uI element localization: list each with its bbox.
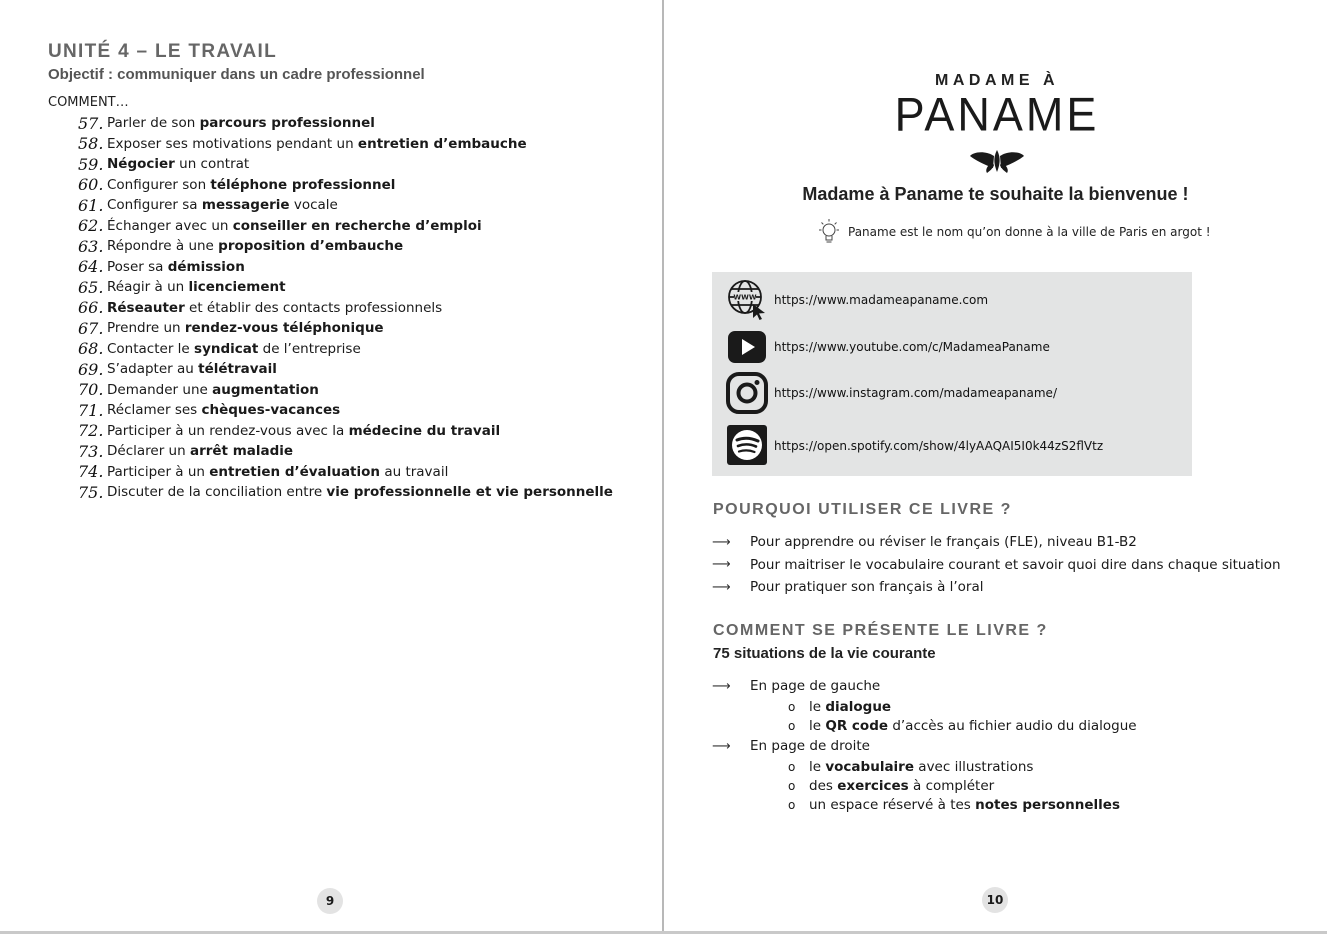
situation-text <box>107 115 375 131</box>
situation-number: 58. <box>78 134 104 154</box>
situation-text-post: de l’entreprise <box>258 340 361 357</box>
bullet-icon: o <box>788 778 796 793</box>
situation-item <box>70 462 613 483</box>
situation-item <box>70 113 613 134</box>
links-box <box>712 272 1192 476</box>
why-item <box>712 576 1281 599</box>
situation-text-post: au travail <box>380 463 449 480</box>
situation-item <box>70 175 613 196</box>
tip-text: Paname est le nom qu’on donne à la ville de Paris en argot ! <box>848 225 1211 239</box>
arrow-icon: ⟶ <box>712 678 729 694</box>
situation-keyword: entretien d’évaluation <box>209 463 381 480</box>
how-sub-item-pre: le <box>809 698 826 715</box>
situation-text-pre: Prendre un <box>107 320 185 337</box>
situation-text <box>107 382 319 398</box>
situation-keyword: chèques-vacances <box>201 402 341 419</box>
situation-text-pre: Participer à un rendez-vous avec la <box>107 422 349 439</box>
situation-number: 59. <box>78 154 104 174</box>
situation-item <box>70 482 613 503</box>
situation-text-pre: Discuter de la conciliation entre <box>107 484 327 501</box>
situation-keyword: télétravail <box>198 361 277 378</box>
bullet-icon: o <box>788 699 796 714</box>
situation-text-pre: Réclamer ses <box>107 402 202 419</box>
why-item-text: Pour apprendre ou réviser le français (FLE), niveau B1-B2 <box>750 534 1137 551</box>
situation-keyword: augmentation <box>212 381 319 398</box>
how-section-label-row <box>712 675 1137 697</box>
how-sub-item-post: d’accès au fichier audio du dialogue <box>888 717 1137 734</box>
how-list <box>712 675 1137 814</box>
situation-number: 64. <box>78 257 104 277</box>
how-section <box>712 735 1137 814</box>
situation-text <box>107 279 286 295</box>
situation-text <box>107 218 482 234</box>
why-item <box>712 554 1281 577</box>
situation-keyword: Réseauter <box>107 299 185 316</box>
how-sub-item-keyword: notes personnelles <box>975 796 1120 813</box>
situation-item <box>70 216 613 237</box>
link-row-website[interactable] <box>726 278 768 320</box>
situation-text <box>107 402 340 418</box>
situation-keyword: arrêt maladie <box>189 443 294 460</box>
situation-text-pre: Demander une <box>107 381 213 398</box>
why-list <box>712 531 1281 599</box>
situation-text <box>107 361 277 377</box>
situation-number: 75. <box>78 482 104 502</box>
arrow-icon: ⟶ <box>712 579 729 595</box>
how-sub-item-text <box>809 778 994 794</box>
why-item-text: Pour pratiquer son français à l’oral <box>750 579 984 596</box>
situation-text-pre: Parler de son <box>107 115 200 132</box>
unit-objective: Objectif : communiquer dans un cadre professionnel <box>48 66 425 83</box>
situation-keyword: vie professionnelle et vie personnelle <box>326 484 613 501</box>
youtube-icon <box>726 326 768 368</box>
situation-item <box>70 277 613 298</box>
how-sub-item-text <box>809 759 1033 775</box>
situation-number: 70. <box>78 380 104 400</box>
how-sub-item-post: avec illustrations <box>914 758 1034 775</box>
how-sub-item-post: à compléter <box>908 777 995 794</box>
how-sub-item <box>712 716 1137 735</box>
situation-item <box>70 339 613 360</box>
how-section <box>712 675 1137 735</box>
unit-title: UNITÉ 4 – LE TRAVAIL <box>48 41 278 62</box>
spotify-icon <box>726 424 768 466</box>
situation-item <box>70 154 613 175</box>
why-item <box>712 531 1281 554</box>
situation-text <box>107 423 500 439</box>
situation-item <box>70 195 613 216</box>
situation-item <box>70 441 613 462</box>
situation-item <box>70 236 613 257</box>
situation-number: 73. <box>78 441 104 461</box>
lightbulb-icon <box>816 218 842 246</box>
situation-text-pre: Participer à un <box>107 463 210 480</box>
situation-number: 62. <box>78 216 104 236</box>
situation-text <box>107 320 384 336</box>
situation-keyword: conseiller en recherche d’emploi <box>232 217 482 234</box>
how-sub-item <box>712 776 1137 795</box>
situation-item <box>70 318 613 339</box>
how-sub-item-pre: le <box>809 717 826 734</box>
how-section-subtitle: 75 situations de la vie courante <box>713 645 936 662</box>
situation-text-post: vocale <box>289 197 338 214</box>
situation-item <box>70 359 613 380</box>
logo-flower-icon <box>967 148 1027 174</box>
situation-text <box>107 341 361 357</box>
situation-text <box>107 177 395 193</box>
situation-text-pre: Configurer son <box>107 176 211 193</box>
situation-text <box>107 156 249 172</box>
svg-text:WWW: WWW <box>733 293 757 302</box>
how-sub-item-keyword: QR code <box>825 717 889 734</box>
how-sub-item-keyword: dialogue <box>825 698 892 715</box>
situation-text-pre: Réagir à un <box>107 279 189 296</box>
situation-item <box>70 380 613 401</box>
link-row-spotify[interactable] <box>726 424 768 466</box>
how-section-label: En page de gauche <box>750 678 881 694</box>
situation-text-pre: S’adapter au <box>107 361 199 378</box>
how-sub-list <box>712 757 1137 814</box>
instagram-link[interactable]: https://www.instagram.com/madameapaname/ <box>774 386 1057 400</box>
globe-www-icon <box>726 278 768 320</box>
situation-text <box>107 259 245 275</box>
madame-a-paname-logo <box>892 72 1102 142</box>
situation-text <box>107 443 293 459</box>
bullet-icon: o <box>788 759 796 774</box>
how-section-label: En page de droite <box>750 738 870 754</box>
situation-item <box>70 134 613 155</box>
how-sub-item <box>712 757 1137 776</box>
situation-item <box>70 257 613 278</box>
how-sub-item-text <box>809 699 891 715</box>
how-section-label-row <box>712 735 1137 757</box>
situations-list <box>70 113 613 503</box>
situation-keyword: démission <box>167 258 245 275</box>
why-section-title: POURQUOI UTILISER CE LIVRE ? <box>713 501 1012 518</box>
situation-text-pre: Contacter le <box>107 340 195 357</box>
situation-text-pre: Répondre à une <box>107 238 219 255</box>
situation-number: 61. <box>78 195 104 215</box>
how-sub-item-pre: un espace réservé à tes <box>809 796 976 813</box>
how-sub-item-text <box>809 797 1120 813</box>
situation-text-pre: Déclarer un <box>107 443 190 460</box>
situation-number: 66. <box>78 298 104 318</box>
right-page <box>664 0 1327 934</box>
situation-text <box>107 300 442 316</box>
why-item-text: Pour maitriser le vocabulaire courant et savoir quoi dire dans chaque situation <box>750 556 1281 573</box>
arrow-icon: ⟶ <box>712 738 729 754</box>
how-sub-item <box>712 795 1137 814</box>
comment-label: COMMENT… <box>48 95 129 110</box>
page-number: 9 <box>317 888 343 914</box>
spotify-link[interactable]: https://open.spotify.com/show/4lyAAQAI5I0k44zS2flVtz <box>774 439 1104 453</box>
bullet-icon: o <box>788 718 796 733</box>
situation-keyword: parcours professionnel <box>199 115 375 132</box>
situation-number: 63. <box>78 236 104 256</box>
logo-top-text: MADAME À <box>935 72 1059 89</box>
situation-keyword: proposition d’embauche <box>218 238 404 255</box>
situation-keyword: entretien d’embauche <box>357 135 527 152</box>
situation-keyword: syndicat <box>194 340 259 357</box>
tip-note <box>816 218 1211 246</box>
situation-text-pre: Exposer ses motivations pendant un <box>107 135 358 152</box>
situation-keyword: médecine du travail <box>348 422 501 439</box>
how-sub-item-text <box>809 718 1137 734</box>
situation-keyword: téléphone professionnel <box>210 176 396 193</box>
situation-text <box>107 464 448 480</box>
situation-text-post: et établir des contacts professionnels <box>184 299 443 316</box>
situation-text-post: un contrat <box>174 156 250 173</box>
situation-item <box>70 298 613 319</box>
how-sub-list <box>712 697 1137 735</box>
situation-text-pre: Échanger avec un <box>107 217 233 234</box>
situation-text <box>107 238 403 254</box>
how-sub-item <box>712 697 1137 716</box>
situation-text-pre: Poser sa <box>107 258 168 275</box>
left-page <box>0 0 662 934</box>
situation-keyword: rendez-vous téléphonique <box>184 320 384 337</box>
how-sub-item-pre: des <box>809 777 838 794</box>
situation-keyword: Négocier <box>107 156 175 173</box>
page-number: 10 <box>982 887 1008 913</box>
situation-keyword: messagerie <box>201 197 290 214</box>
situation-text <box>107 484 613 500</box>
situation-text-pre: Configurer sa <box>107 197 202 214</box>
situation-number: 69. <box>78 359 104 379</box>
link-row-youtube[interactable] <box>726 326 768 368</box>
situation-number: 67. <box>78 318 104 338</box>
situation-text <box>107 197 338 213</box>
situation-number: 65. <box>78 277 104 297</box>
how-sub-item-keyword: vocabulaire <box>825 758 914 775</box>
situation-number: 72. <box>78 421 104 441</box>
situation-number: 68. <box>78 339 104 359</box>
how-sub-item-pre: le <box>809 758 826 775</box>
situation-number: 57. <box>78 113 104 133</box>
arrow-icon: ⟶ <box>712 557 729 573</box>
situation-number: 60. <box>78 175 104 195</box>
how-sub-item-keyword: exercices <box>837 777 909 794</box>
how-section-title: COMMENT SE PRÉSENTE LE LIVRE ? <box>713 622 1048 639</box>
logo-main-text: PANAME <box>894 87 1100 142</box>
situation-keyword: licenciement <box>188 279 286 296</box>
youtube-link[interactable]: https://www.youtube.com/c/MadameaPaname <box>774 340 1050 354</box>
instagram-icon <box>726 372 768 414</box>
situation-number: 74. <box>78 462 104 482</box>
situation-number: 71. <box>78 400 104 420</box>
welcome-heading: Madame à Paname te souhaite la bienvenue ! <box>802 184 1189 204</box>
bullet-icon: o <box>788 797 796 812</box>
situation-text <box>107 136 527 152</box>
situation-item <box>70 421 613 442</box>
arrow-icon: ⟶ <box>712 534 729 550</box>
website-link[interactable]: https://www.madameapaname.com <box>774 293 989 307</box>
link-row-instagram[interactable] <box>726 372 768 414</box>
situation-item <box>70 400 613 421</box>
